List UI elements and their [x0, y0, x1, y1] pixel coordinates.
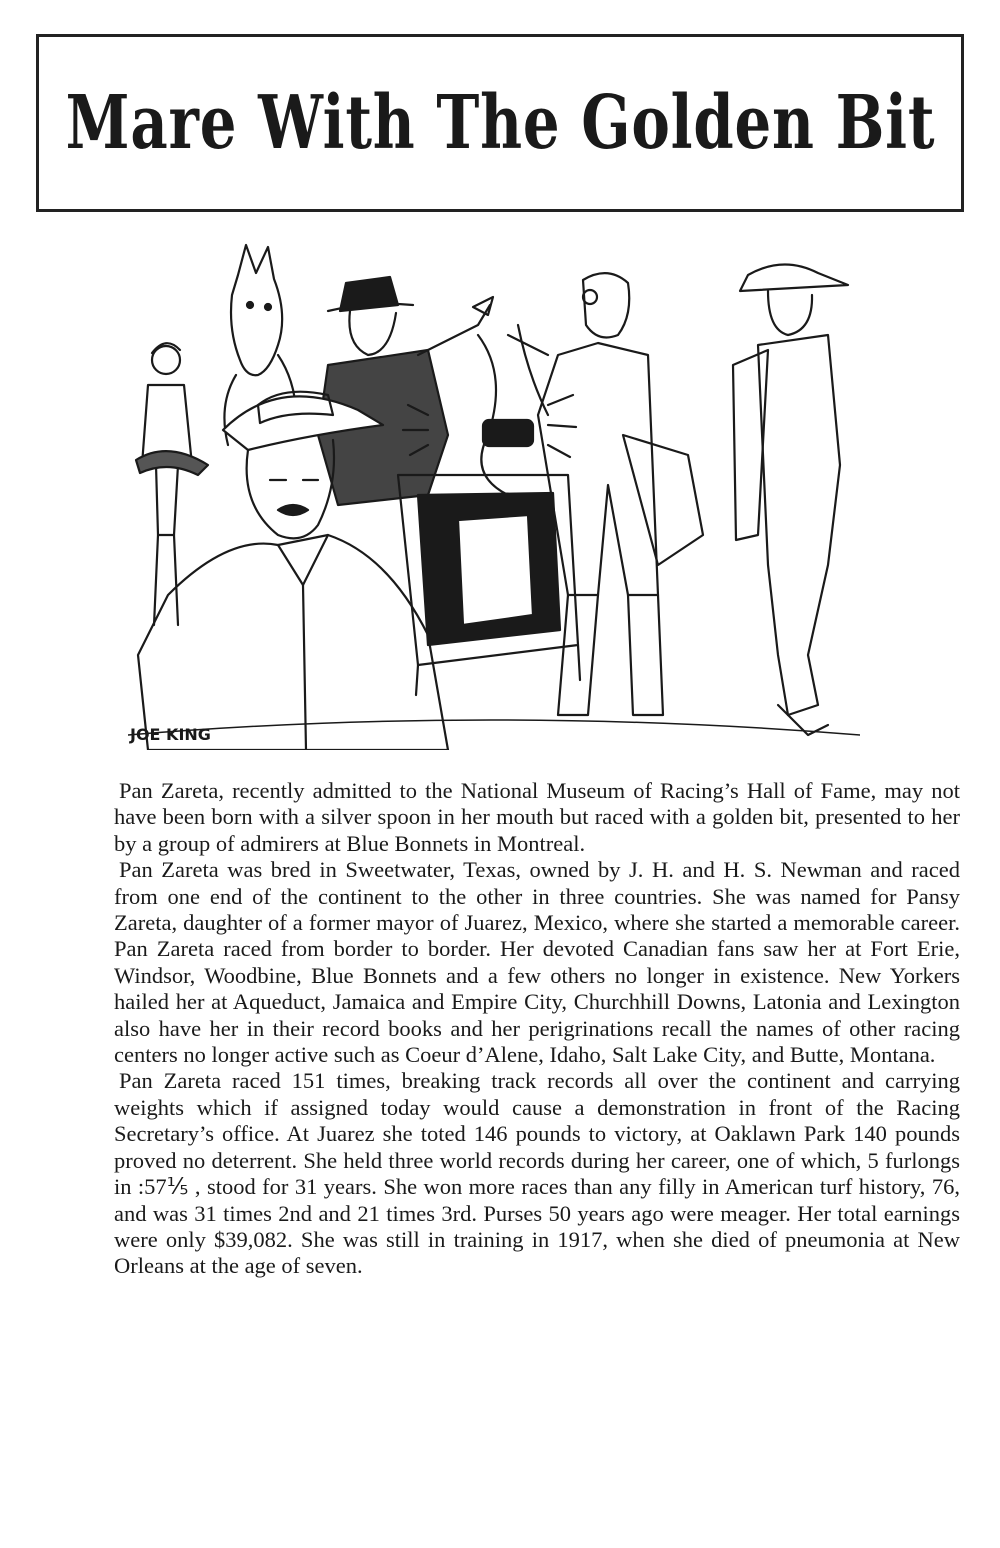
article-paragraph: Pan Zareta raced 151 times, breaking track records all over the continent and carrying weights which if assigned today would cause a demonstration in front of the Racing Secretary’s office. At Juarez she toted 146 pounds to victory, at Oaklawn Park 140 pounds proved no deterrent. She held three world records during her career, one of which, 5 furlongs in :57⅕ , stood for 31 years. She won more races than any filly in American turf history, 76, and was 31 times 2nd and 21 times 3rd. Purses 50 years ago were meager. Her total earnings were only $39,082. She was still in training in 1917, when she died of pneumonia at New Orleans at the age of seven.: [114, 1068, 960, 1279]
cartoon-illustration: [128, 235, 860, 750]
page-title: Mare With The Golden Bit: [65, 80, 935, 166]
article-paragraph: Pan Zareta, recently admitted to the National Museum of Racing’s Hall of Fame, may not have been born with a silver spoon in her mouth but raced with a golden bit, presented to her by a group of admirers at Blue Bonnets in Montreal.: [114, 778, 960, 856]
title-box: [36, 34, 964, 212]
article-paragraph: Pan Zareta was bred in Sweetwater, Texas, owned by J. H. and H. S. Newman and raced from one end of the continent to the other in three countries. She was named for Pansy Zareta, daughter of a former mayor of Juarez, Mexico, where she started a memorable career. Pan Zareta raced from border to border. Her devoted Canadian fans saw her at Fort Erie, Windsor, Woodbine, Blue Bonnets and a few others no longer in existence. New Yorkers hailed her at Aqueduct, Jamaica and Empire City, Churchhill Downs, Latonia and Lexington also have her in their record books and her perigrinations recall the names of other racing centers no longer active such as Coeur d’Alene, Idaho, Salt Lake City, and Butte, Montana.: [114, 857, 960, 1068]
jockey-figure: [136, 343, 208, 625]
cowboy-figure: [733, 264, 848, 735]
article-body: [114, 778, 960, 1280]
artist-signature: JOE KING: [130, 725, 211, 744]
checkered-jacket-man: [318, 277, 493, 505]
